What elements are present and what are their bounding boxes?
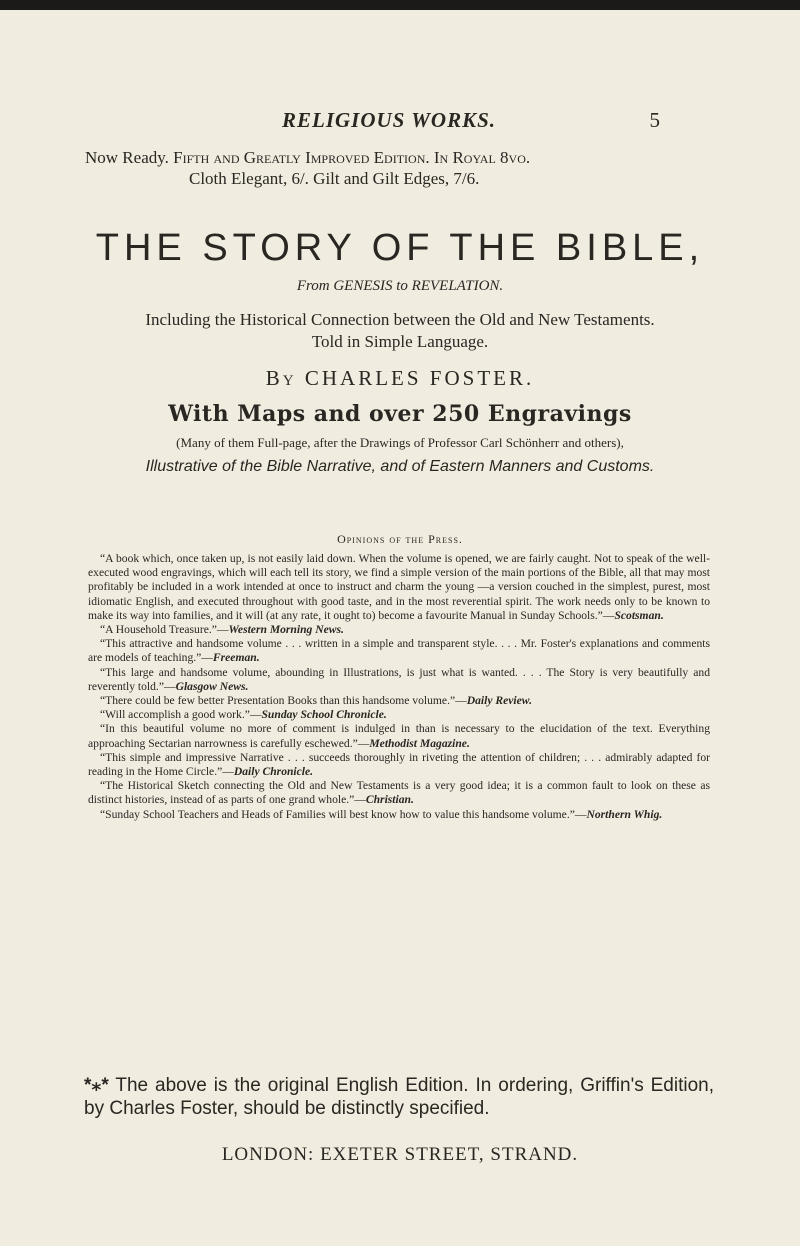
- author-name: CHARLES FOSTER.: [304, 366, 535, 390]
- prices-label: Cloth Elegant, 6/. Gilt and Gilt Edges, 7/6.: [189, 169, 480, 188]
- press-reviews: [88, 552, 710, 822]
- book-title: THE STORY OF THE BIBLE,: [95, 227, 705, 269]
- author-byline: [80, 366, 720, 391]
- now-ready-label: Now Ready.: [85, 148, 169, 167]
- review-item: “This simple and impressive Narrative . . . succeeds thoroughly in riveting the attention of children; . . . admirably adapted for reading in the Home Circle.”—Daily Chronicle.: [88, 750, 710, 779]
- opinions-heading: Opinions of the Press.: [337, 532, 463, 546]
- illustration-caption: Illustrative of the Bible Narrative, and of Eastern Manners and Customs.: [145, 458, 655, 475]
- notice-text: The above is the original English Edition. In ordering, Griffin's Edition, by Charles Foster, should be distinctly specified.: [84, 1075, 715, 1119]
- review-item: “In this beautiful volume no more of comment is indulged in than is necessary to the elucidation of the text. Everything approaching Sectarian narrowness is carefully eschewed.”—Methodist Magazine.: [88, 722, 710, 750]
- including-line-1: Including the Historical Connection between the Old and New Testaments.: [145, 310, 655, 329]
- review-item: “This attractive and handsome volume . . . written in a simple and transparent style. . . . Mr. Foster's explanations and comments are models of teaching.”—Freeman.: [88, 637, 710, 665]
- review-item: “A Household Treasure.”—Western Morning News.: [100, 623, 344, 637]
- scan-top-edge: [0, 0, 800, 10]
- book-subtitle: From GENESIS to REVELATION.: [296, 278, 504, 294]
- review-item: “A book which, once taken up, is not easily laid down. When the volume is opened, we are fairly caught. Not to speak of the well-executed wood engravings, which will each tell its story, we find a simple version of the main portions of the Bible, all that may most profitably be included in a work intended at once to instruct and charm the young —a version couched in the simplest, purest, most idiomatic English, and executed throughout with good taste, and in the most reverential spirit. The work needs only to be known to make its way into families, and it will (at any rate, it ought to) become a favourite Manual in Sunday Schools.”—Scotsman.: [88, 552, 710, 622]
- engravings-heading: With Maps and over 250 Engravings: [168, 401, 632, 427]
- byline-prefix: By: [265, 366, 297, 390]
- asterism-marker: *⁎*: [84, 1075, 109, 1096]
- edition-notice: [84, 1074, 714, 1120]
- availability-line: [85, 147, 695, 189]
- publisher-imprint: LONDON: EXETER STREET, STRAND.: [221, 1144, 579, 1165]
- format-label: In Royal 8vo.: [433, 148, 531, 167]
- review-item: “The Historical Sketch connecting the Old and New Testaments is a very good idea; it is a common fault to look on these as distinct histories, instead of as parts of one grand whole.”—Christian.: [88, 779, 710, 807]
- review-item: “There could be few better Presentation Books than this handsome volume.”—Daily Review.: [100, 694, 532, 708]
- including-line-2: Told in Simple Language.: [311, 332, 489, 351]
- review-item: “Will accomplish a good work.”—Sunday School Chronicle.: [100, 708, 387, 722]
- running-title: RELIGIOUS WORKS.: [282, 108, 497, 132]
- running-head: [90, 108, 660, 133]
- review-item: “This large and handsome volume, abounding in Illustrations, is just what is wanted. . . . The Story is very beautifully and reverently told.”—Glasgow News.: [88, 665, 710, 693]
- edition-label: Fifth and Greatly Improved Edition.: [173, 148, 430, 167]
- engravings-note: (Many of them Full-page, after the Drawings of Professor Carl Schönherr and others),: [176, 435, 624, 450]
- including-note: [82, 309, 718, 353]
- review-item: “Sunday School Teachers and Heads of Families will best know how to value this handsome volume.”—Northern Whig.: [100, 807, 663, 821]
- page-number: 5: [649, 108, 660, 132]
